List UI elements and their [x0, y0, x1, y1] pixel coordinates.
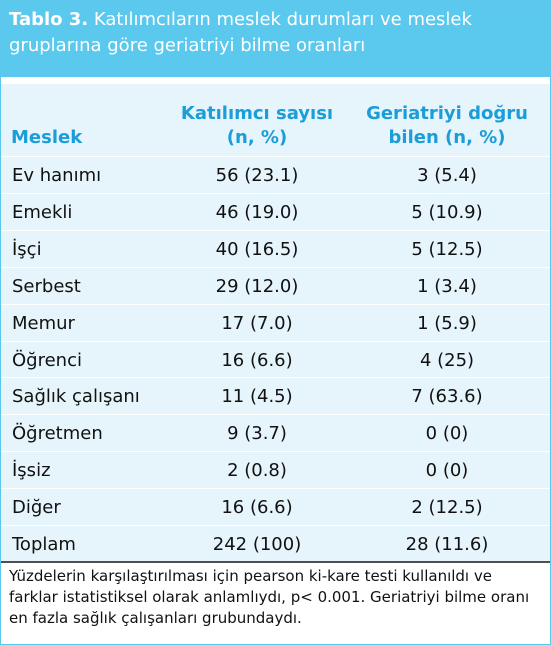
row-participant-count: 16 (6.6) — [221, 349, 293, 371]
row-separator — [1, 488, 550, 489]
column-header-know-line1: Geriatriyi doğru — [366, 103, 528, 124]
row-geriatri-know: 0 (0) — [425, 460, 469, 482]
row-separator — [1, 525, 550, 526]
row-geriatri-know: 3 (5.4) — [417, 165, 477, 186]
row-geriatri-know: 7 (63.6) — [411, 386, 483, 408]
row-meslek: İşsiz — [12, 460, 51, 482]
row-participant-count: 9 (3.7) — [227, 423, 287, 445]
row-meslek: Emekli — [12, 201, 73, 223]
row-separator — [1, 341, 550, 342]
column-header-meslek: Meslek — [11, 127, 83, 148]
row-meslek: Öğretmen — [12, 423, 103, 445]
row-geriatri-know: 1 (5.9) — [417, 312, 477, 334]
row-meslek: Diğer — [12, 497, 61, 519]
column-header-count-line2: (n, %) — [226, 127, 288, 148]
row-separator — [1, 193, 550, 194]
row-geriatri-know: 4 (25) — [419, 349, 475, 371]
table-footnote: Yüzdelerin karşılaştırılması için pearson ki-kare testi kullanıldı ve farklar istatistiksel olarak anlamlıydı, p< 0.001. Geriatriyi bilme oranı en fazla sağlık çalışanları grubundaydı. — [1, 561, 550, 644]
row-meslek: Serbest — [12, 275, 81, 297]
row-geriatri-know: 28 (11.6) — [405, 534, 489, 555]
row-separator — [1, 414, 550, 415]
row-separator — [1, 230, 550, 231]
row-meslek: Memur — [12, 312, 75, 334]
row-participant-count: 56 (23.1) — [215, 165, 299, 186]
row-participant-count: 29 (12.0) — [215, 275, 299, 297]
row-separator — [1, 156, 550, 157]
row-separator — [1, 267, 550, 268]
table-number: Tablo 3. — [9, 9, 89, 30]
table-title-bar — [1, 1, 550, 77]
row-participant-count: 242 (100) — [212, 534, 302, 555]
column-header-know-line2: bilen (n, %) — [388, 127, 506, 148]
table-title: Katılımcıların meslek durumları ve meslek gruplarına göre geriatriyi bilme oranları — [9, 9, 472, 56]
row-participant-count: 11 (4.5) — [221, 386, 293, 408]
row-geriatri-know: 2 (12.5) — [411, 497, 483, 519]
row-meslek: İşçi — [12, 238, 42, 260]
row-meslek: Toplam — [12, 534, 76, 555]
column-header-know — [353, 102, 541, 150]
column-header-count-line1: Katılımcı sayısı — [180, 103, 334, 124]
row-separator — [1, 304, 550, 305]
row-geriatri-know: 1 (3.4) — [417, 275, 477, 297]
row-meslek: Öğrenci — [12, 349, 82, 371]
row-geriatri-know: 0 (0) — [425, 423, 469, 445]
row-participant-count: 2 (0.8) — [227, 460, 287, 482]
row-participant-count: 46 (19.0) — [215, 201, 299, 223]
row-separator — [1, 377, 550, 378]
row-participant-count: 17 (7.0) — [221, 312, 293, 334]
row-meslek: Sağlık çalışanı — [12, 386, 140, 408]
row-participant-count: 16 (6.6) — [221, 497, 293, 519]
row-geriatri-know: 5 (10.9) — [411, 201, 483, 223]
row-geriatri-know: 5 (12.5) — [411, 238, 483, 260]
row-participant-count: 40 (16.5) — [215, 238, 299, 260]
column-header-count — [163, 102, 351, 150]
row-separator — [1, 451, 550, 452]
row-meslek: Ev hanımı — [12, 165, 102, 186]
